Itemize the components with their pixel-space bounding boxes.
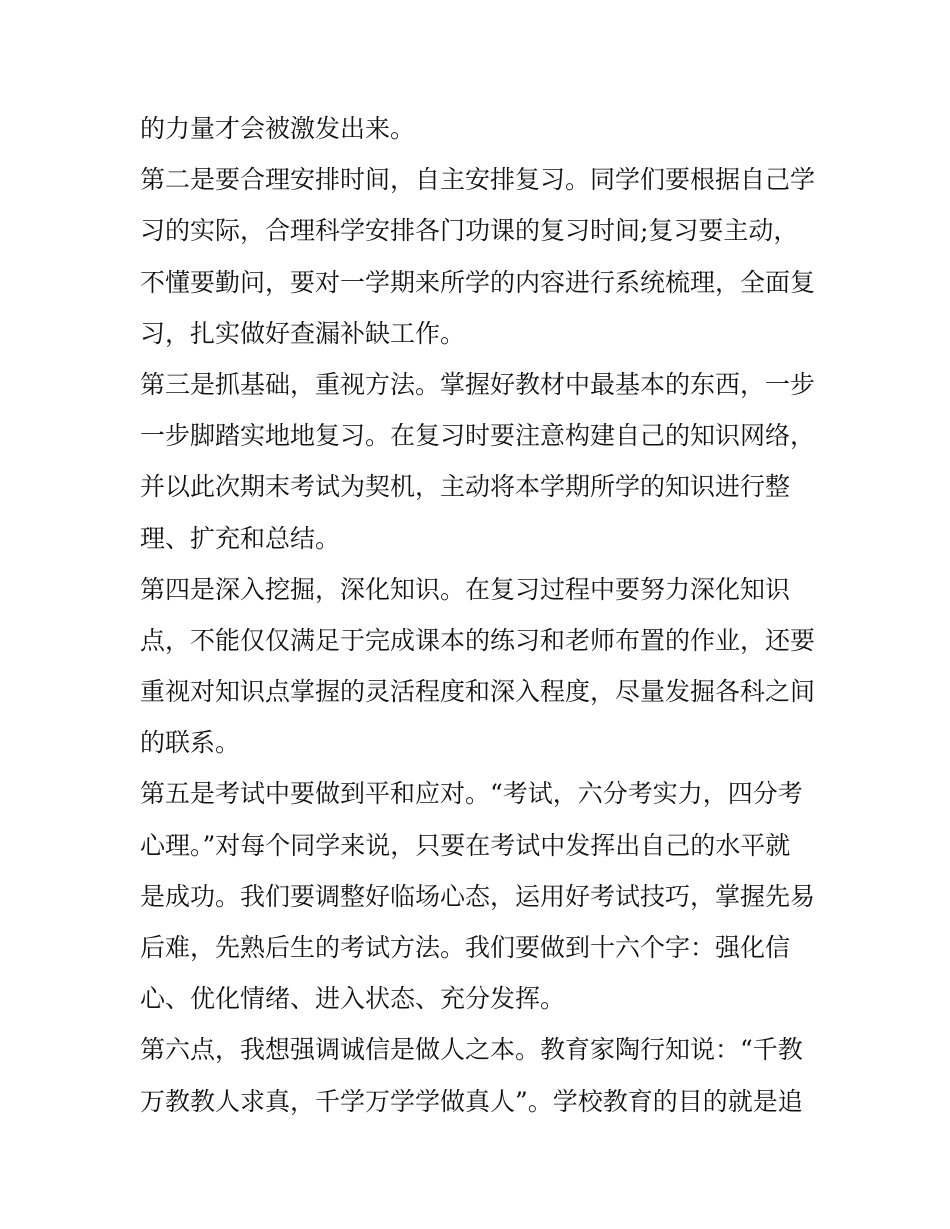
text-line: 心、优化情绪、进入状态、充分发挥。 (140, 984, 566, 1014)
body-text (140, 103, 820, 1127)
text-line: 第六点，我想强调诚信是做人之本。教育家陶行知说：“千教 (140, 1035, 803, 1065)
text-line: 心理。”对每个同学来说，只要在考试中发挥出自己的水平就 (140, 830, 791, 860)
text-line: 第三是抓基础，重视方法。掌握好教材中最基本的东西，一步 (140, 369, 816, 399)
text-line: 万教教人求真，千学万学学做真人”。学校教育的目的就是追 (140, 1086, 803, 1116)
text-line: 第二是要合理安排时间，自主安排复习。同学们要根据自己学 (140, 165, 816, 195)
text-line: 点，不能仅仅满足于完成课本的练习和老师布置的作业，还要 (140, 625, 816, 655)
text-line: 第五是考试中要做到平和应对。“考试，六分考实力，四分考 (140, 779, 803, 809)
text-line: 后难，先熟后生的考试方法。我们要做到十六个字：强化信 (140, 933, 791, 962)
text-line: 习的实际，合理科学安排各门功课的复习时间;复习要主动， (140, 216, 799, 246)
text-line: 理、扩充和总结。 (140, 523, 341, 553)
text-line: 的联系。 (140, 728, 241, 758)
text-line: 重视对知识点掌握的灵活程度和深入程度，尽量发掘各科之间 (140, 677, 816, 707)
text-line: 一步脚踏实地地复习。在复习时要注意构建自己的知识网络， (140, 421, 816, 451)
text-line: 的力量才会被激发出来。 (140, 114, 416, 143)
text-line: 并以此次期末考试为契机，主动将本学期所学的知识进行整 (140, 472, 791, 502)
text-line: 不懂要勤问，要对一学期来所学的内容进行系统梳理，全面复 (140, 267, 816, 297)
text-line: 第四是深入挖掘，深化知识。在复习过程中要努力深化知识 (140, 574, 791, 604)
text-line: 习，扎实做好查漏补缺工作。 (140, 318, 466, 348)
text-line: 是成功。我们要调整好临场心态，运用好考试技巧，掌握先易 (140, 881, 816, 911)
